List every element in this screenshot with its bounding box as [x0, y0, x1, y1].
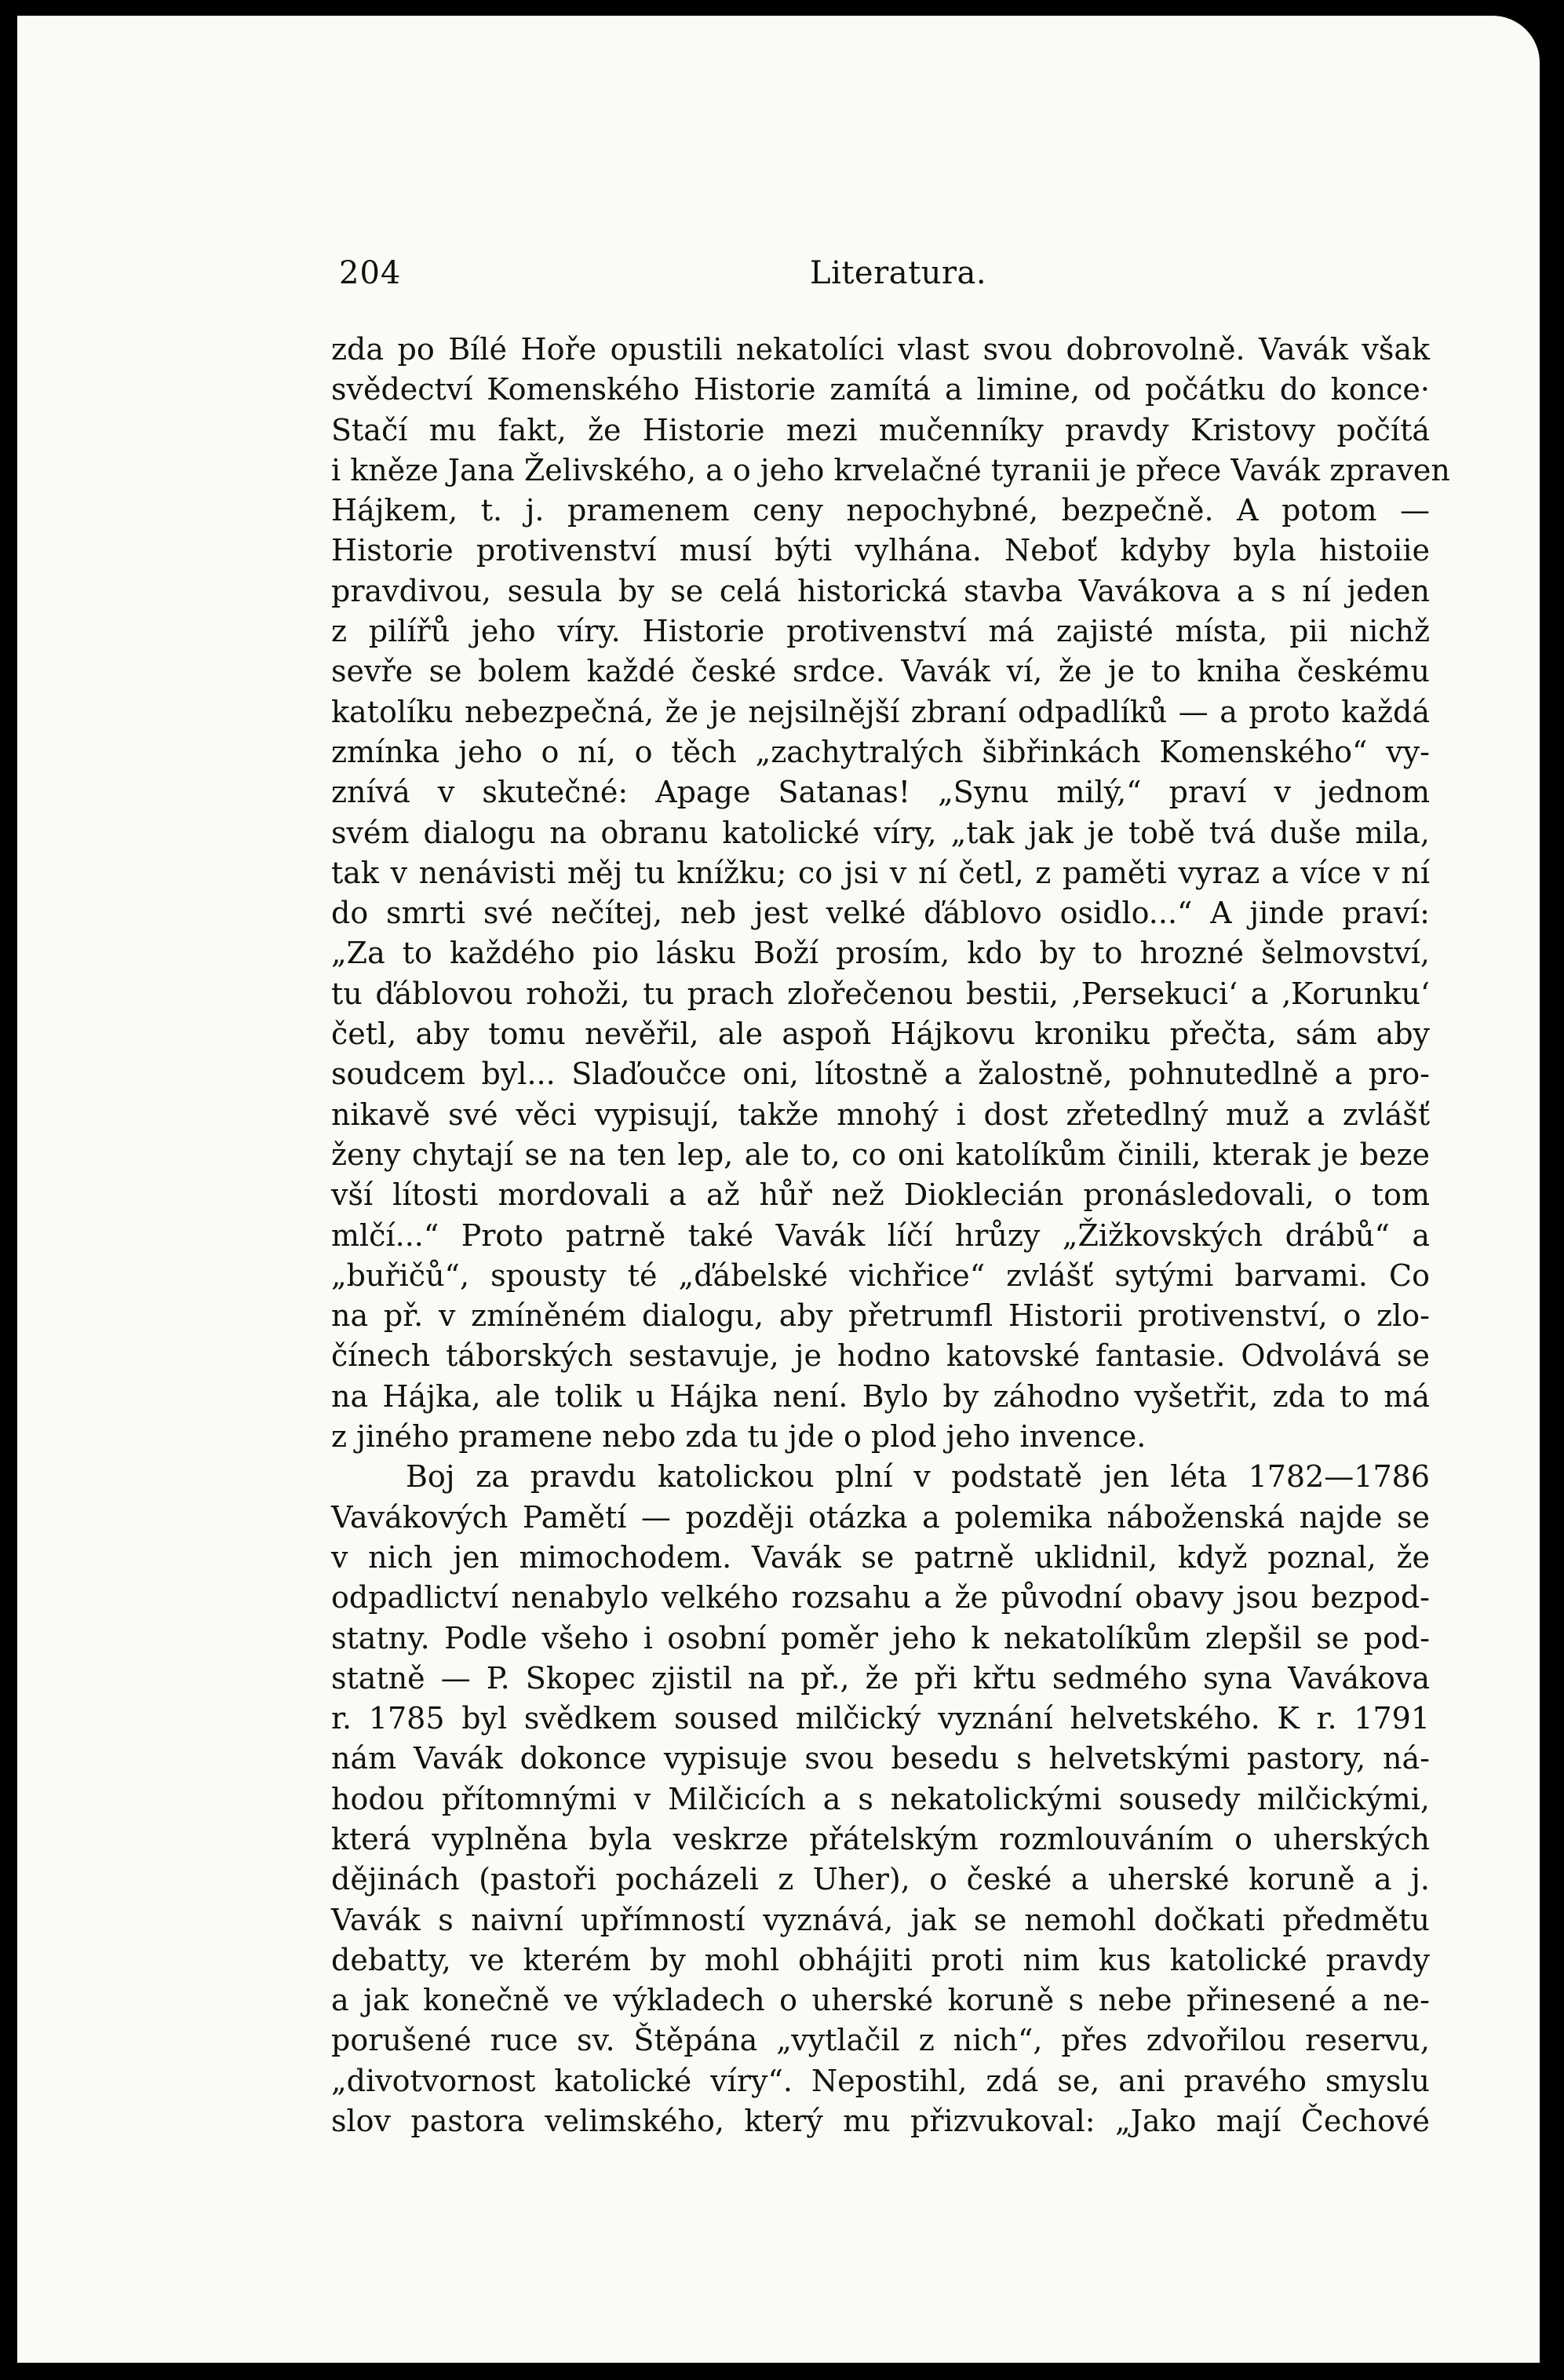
text-line: nikavě své věci vypisují, takže mnohý i dost zřetedlný muž a zvlášť — [331, 1097, 1430, 1132]
text-line: debatty, ve kterém by mohl obhájiti proti nim kus katolické pravdy — [331, 1942, 1430, 1977]
text-line: sevře se bolem každé české srdce. Vavák ví, že je to kniha českému — [331, 654, 1430, 689]
text-line: r. 1785 byl svědkem soused milčický vyznání helvetského. K r. 1791 — [331, 1701, 1430, 1736]
text-line: svědectví Komenského Historie zamítá a limine, od počátku do konce· — [331, 372, 1430, 407]
text-line: mlčí...“ Proto patrně také Vavák líčí hrůzy „Žižkovských drábů“ a — [331, 1217, 1430, 1253]
text-line: na Hájka, ale tolik u Hájka není. Bylo by záhodno vyšetřit, zda to má — [331, 1378, 1430, 1414]
text-line: Hájkem, t. j. pramenem ceny nepochybné, bezpečně. A potom — — [331, 493, 1430, 528]
text-line: „divotvornost katolické víry“. Nepostihl, zdá se, ani pravého smyslu — [331, 2063, 1430, 2098]
text-line: z jiného pramene nebo zda tu jde o plod jeho invence. — [331, 1419, 1147, 1455]
text-line: a jak konečně ve výkladech o uherské koruně s nebe přinesené a ne- — [331, 1983, 1430, 2018]
text-line: která vyplněna byla veskrze přátelským rozmlouváním o uherských — [331, 1821, 1430, 1856]
book-page — [17, 16, 1540, 2363]
text-line: vší lítosti mordovali a až hůř než Dioklecián pronásledovali, o tom — [331, 1177, 1430, 1213]
text-line: tak v nenávisti měj tu knížku; co jsi v ní četl, z paměti vyraz a více v ní — [331, 855, 1430, 890]
text-line: Vavák s naivní upřímností vyznává, jak se nemohl dočkati předmětu — [331, 1902, 1430, 1937]
text-line: v nich jen mimochodem. Vavák se patrně uklidnil, když poznal, že — [331, 1539, 1430, 1575]
text-line: „Za to každého pio lásku Boží prosím, kdo by to hrozné šelmovství, — [331, 936, 1430, 971]
text-line: četl, aby tomu nevěřil, ale aspoň Hájkovu kroniku přečta, sám aby — [331, 1017, 1430, 1052]
text-line: nám Vavák dokonce vypisuje svou besedu s helvetskými pastory, ná- — [331, 1741, 1430, 1776]
text-line: Historie protivenství musí býti vylhána. Neboť kdyby byla histoiie — [331, 533, 1430, 568]
text-line: pravdivou, sesula by se celá historická stavba Vavákova a s ní jeden — [331, 573, 1430, 608]
text-line: Vavákových Pamětí — později otázka a polemika náboženská najde se — [331, 1499, 1430, 1535]
text-line: statny. Podle všeho i osobní poměr jeho k nekatolíkům zlepšil se pod- — [331, 1620, 1430, 1655]
text-line: zda po Bílé Hoře opustili nekatolíci vlast svou dobrovolně. Vavák však — [331, 332, 1430, 367]
text-line: soudcem byl... Slaďoučce oni, lítostně a žalostně, pohnutedlně a pro- — [331, 1057, 1430, 1092]
text-line: tu ďáblovou rohoži, tu prach zlořečenou bestii, ‚Persekuci‘ a ‚Korunku‘ — [331, 976, 1430, 1011]
running-head: Literatura. — [810, 255, 987, 291]
text-line: ženy chytají se na ten lep, ale to, co oni katolíkům činili, kterak je beze — [331, 1137, 1430, 1172]
text-line: Stačí mu fakt, že Historie mezi mučenníky pravdy Kristovy počítá — [331, 412, 1430, 447]
page-header — [339, 255, 1438, 302]
text-line: svém dialogu na obranu katolické víry, „tak jak je tobě tvá duše mila, — [331, 815, 1430, 850]
text-line: i kněze Jana Želivského, a o jeho krvelačné tyranii je přece Vavák zpraven — [331, 452, 1450, 487]
text-line: čínech táborských sestavuje, je hodno katovské fantasie. Odvolává se — [331, 1338, 1430, 1374]
text-line: katolíku nebezpečná, že je nejsilnější zbraní odpadlíků — a proto každá — [331, 694, 1430, 729]
text-line: porušené ruce sv. Štěpána „vytlačil z nich“, přes zdvořilou reservu, — [331, 2023, 1430, 2058]
text-line: dějinách (pastoři pocházeli z Uher), o české a uherské koruně a j. — [331, 1862, 1430, 1897]
text-line: statně — P. Skopec zjistil na př., že při křtu sedmého syna Vavákova — [331, 1660, 1430, 1696]
text-line: na př. v zmíněném dialogu, aby přetrumfl Historii protivenství, o zlo- — [331, 1298, 1430, 1334]
body-text — [331, 330, 1450, 2141]
text-line: slov pastora velimského, který mu přizvukoval: „Jako mají Čechové — [331, 2104, 1430, 2139]
text-line: odpadlictví nenabylo velkého rozsahu a že původní obavy jsou bezpod- — [331, 1580, 1430, 1615]
text-line: „buřičů“, spousty té „ďábelské vichřice“ zvlášť sytými barvami. Co — [331, 1258, 1430, 1293]
text-line: znívá v skutečné: Apage Satanas! „Synu milý,“ praví v jednom — [331, 775, 1430, 810]
page-number: 204 — [339, 255, 402, 291]
paragraph-first-line: Boj za pravdu katolickou plní v podstatě jen léta 1782—1786 — [406, 1459, 1430, 1495]
text-line: z pilířů jeho víry. Historie protivenství má zajisté místa, pii nichž — [331, 614, 1430, 649]
text-line: zmínka jeho o ní, o těch „zachytralých šibřinkách Komenského“ vy- — [331, 734, 1430, 769]
text-line: hodou přítomnými v Milčicích a s nekatolickými sousedy milčickými, — [331, 1781, 1430, 1816]
text-line: do smrti své nečítej, neb jest velké ďáblovo osidlo...“ A jinde praví: — [331, 896, 1430, 931]
